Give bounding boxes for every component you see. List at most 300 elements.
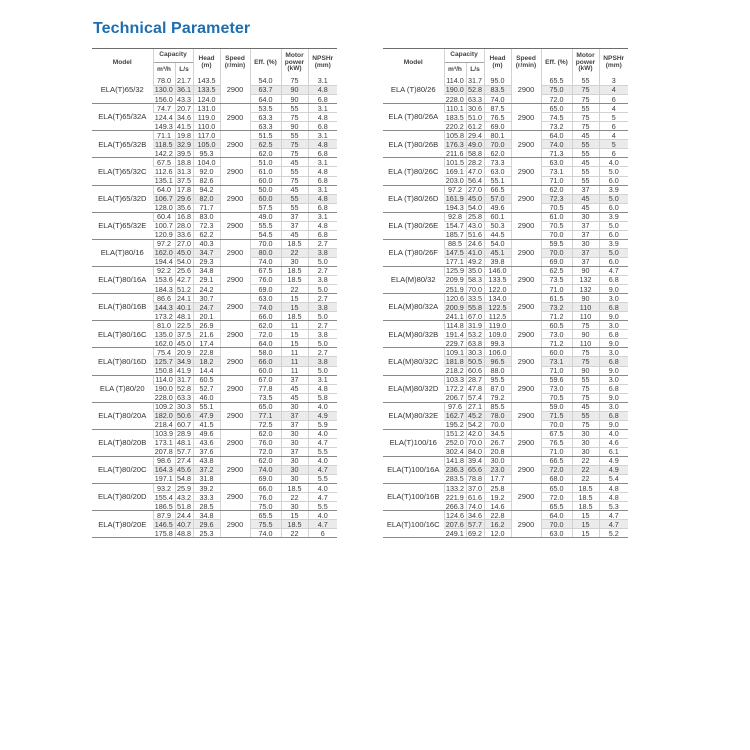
npshr-cell: 2.7 — [308, 321, 337, 330]
capacity-m3h-cell: 229.7 — [444, 339, 466, 348]
capacity-ls-cell: 56.4 — [468, 176, 482, 185]
capacity-ls-cell: 16.8 — [177, 212, 191, 222]
eff-cell: 74.0 — [250, 257, 281, 266]
eff-cell: 75.0 — [541, 86, 572, 95]
eff-cell: 65.5 — [250, 511, 281, 520]
table-row — [383, 158, 657, 167]
npshr-cell: 4.0 — [308, 402, 337, 411]
capacity-ls-cell: 60.7 — [177, 420, 191, 430]
eff-cell: 62.0 — [541, 185, 572, 194]
right-table-body — [383, 77, 657, 538]
motor-power-cell: 45 — [281, 185, 308, 194]
npshr-cell: 5.5 — [308, 475, 337, 484]
table-row — [383, 348, 657, 357]
table-row — [92, 321, 366, 330]
eff-cell: 71.2 — [541, 312, 572, 321]
eff-cell: 59.6 — [541, 375, 572, 384]
head-cell: 110.0 — [193, 122, 220, 131]
head-cell: 78.0 — [484, 411, 511, 420]
npshr-cell: 5.8 — [308, 393, 337, 402]
capacity-ls-cell: 33.5 — [468, 293, 482, 303]
npshr-cell: 4.8 — [599, 493, 628, 502]
eff-cell: 72.0 — [250, 330, 281, 339]
eff-cell: 67.0 — [250, 375, 281, 384]
eff-cell: 72.0 — [541, 95, 572, 104]
head-cell: 87.0 — [484, 384, 511, 393]
npshr-cell: 4.6 — [599, 438, 628, 447]
m3h-header: m³/h — [153, 63, 175, 78]
capacity-m3h-cell: 151.2 — [446, 429, 464, 439]
table-row — [383, 375, 657, 384]
motor-power-cell: 37 — [281, 221, 308, 230]
eff-cell: 63.0 — [541, 158, 572, 167]
npshr-cell: 6.0 — [599, 257, 628, 266]
capacity-ls-cell: 51.2 — [177, 284, 191, 294]
capacity-m3h-cell: 191.4 — [444, 330, 466, 339]
capacity-ls-cell: 48.1 — [177, 311, 191, 321]
capacity-ls-cell: 45.2 — [468, 411, 482, 421]
capacity-m3h-cell: 176.3 — [444, 140, 466, 149]
capacity-ls-cell: 60.6 — [468, 366, 482, 375]
head-cell: 112.5 — [484, 312, 511, 321]
capacity-m3h-cell: 173.1 — [153, 438, 175, 447]
model-cell: ELA(T)80/16 — [92, 239, 153, 266]
capacity-ls-cell: 78.8 — [468, 474, 482, 484]
head-cell: 20.8 — [484, 447, 511, 456]
capacity-ls-cell: 40.7 — [177, 519, 191, 529]
table-row — [92, 511, 366, 520]
npshr-cell: 3 — [599, 77, 628, 86]
eff-cell: 57.5 — [250, 203, 281, 212]
speed-cell: 2900 — [511, 402, 541, 429]
npshr-cell: 4.0 — [308, 484, 337, 493]
npshr-cell: 6.0 — [599, 230, 628, 239]
table-row — [383, 511, 657, 520]
npshr-cell: 9.0 — [599, 366, 628, 375]
motor-power-cell: 75 — [572, 95, 599, 104]
motor-power-cell: 37 — [572, 185, 599, 194]
head-cell: 88.0 — [484, 366, 511, 375]
motor-power-cell: 75 — [572, 420, 599, 429]
motor-power-cell: 75 — [572, 384, 599, 393]
head-cell: 54.0 — [484, 239, 511, 248]
npshr-cell: 6.8 — [599, 357, 628, 366]
eff-cell: 64.0 — [541, 511, 572, 520]
capacity-m3h-cell: 195.2 — [444, 420, 466, 429]
head-cell: 22.8 — [484, 511, 511, 520]
eff-cell: 72.5 — [250, 420, 281, 429]
head-cell: 124.0 — [193, 95, 220, 104]
capacity-ls-cell: 25.8 — [468, 212, 482, 222]
table-row — [383, 402, 657, 411]
model-cell: ELA(T)80/16D — [92, 348, 153, 375]
head-cell: 41.5 — [193, 420, 220, 429]
npshr-cell: 2.7 — [308, 294, 337, 303]
npshr-cell: 9.0 — [599, 420, 628, 429]
capacity-m3h-cell: 141.8 — [446, 456, 464, 466]
npshr-cell: 5.0 — [308, 366, 337, 375]
capacity-m3h-cell: 147.5 — [444, 248, 466, 257]
capacity-ls-cell: 20.9 — [177, 347, 191, 357]
model-cell: ELA(M)80/32B — [383, 321, 444, 348]
npshr-cell: 6.8 — [599, 276, 628, 285]
model-cell: ELA(T)80/20A — [92, 402, 153, 429]
capacity-m3h-cell: 101.5 — [446, 157, 464, 167]
head-cell: 92.0 — [193, 167, 220, 176]
eff-cell: 72.0 — [541, 466, 572, 475]
head-cell: 46.0 — [193, 393, 220, 402]
head-cell: 83.5 — [484, 86, 511, 95]
eff-cell: 64.0 — [541, 131, 572, 140]
head-cell: 28.5 — [193, 502, 220, 511]
capacity-ls-cell: 52.8 — [468, 85, 482, 95]
eff-cell: 71.3 — [541, 149, 572, 158]
motor-power-cell: 55 — [281, 167, 308, 176]
head-cell: 17.4 — [193, 339, 220, 348]
eff-cell: 70.5 — [541, 203, 572, 212]
head-header: Head (m) — [193, 49, 220, 78]
head-cell: 62.2 — [193, 230, 220, 239]
capacity-m3h-cell: 207.8 — [153, 447, 175, 456]
eff-cell: 49.0 — [250, 212, 281, 221]
capacity-m3h-cell: 124.4 — [153, 113, 175, 122]
capacity-m3h-cell: 97.2 — [153, 239, 175, 248]
motor-power-cell: 55 — [281, 131, 308, 140]
capacity-m3h-cell: 302.4 — [444, 447, 466, 456]
npshr-cell: 3.9 — [599, 185, 628, 194]
model-cell: ELA(M)80/32A — [383, 294, 444, 321]
capacity-ls-cell: 54.0 — [177, 257, 191, 267]
npshr-cell: 5 — [599, 140, 628, 149]
capacity-ls-cell: 51.8 — [177, 501, 191, 511]
npshr-cell: 4.0 — [308, 456, 337, 465]
capacity-m3h-cell: 110.1 — [444, 104, 466, 113]
npshr-cell: 3.0 — [599, 402, 628, 411]
eff-cell: 61.5 — [541, 294, 572, 303]
head-cell: 95.3 — [193, 149, 220, 158]
motor-power-cell: 110 — [572, 339, 599, 348]
head-cell: 50.3 — [484, 221, 511, 230]
capacity-ls-cell: 34.6 — [177, 112, 191, 122]
capacity-ls-cell: 25.9 — [177, 483, 191, 493]
npshr-cell: 6.8 — [308, 203, 337, 212]
npshr-cell: 3.1 — [308, 77, 337, 86]
capacity-ls-cell: 39.5 — [177, 148, 191, 158]
capacity-m3h-cell: 283.5 — [444, 475, 466, 484]
capacity-ls-cell: 54.0 — [468, 203, 482, 213]
eff-cell: 73.1 — [541, 357, 572, 366]
model-cell: ELA (T)80/26D — [383, 185, 444, 212]
motor-power-cell: 55 — [281, 194, 308, 203]
head-cell: 39.2 — [193, 484, 220, 493]
model-cell: ELA(T)65/32 — [92, 77, 153, 104]
head-cell: 70.0 — [484, 420, 511, 429]
head-cell: 30.0 — [484, 456, 511, 465]
motor-power-cell: 55 — [572, 176, 599, 185]
capacity-m3h-cell: 162.7 — [444, 411, 466, 420]
npshr-cell: 6.8 — [599, 411, 628, 420]
eff-cell: 69.0 — [250, 475, 281, 484]
capacity-ls-cell: 18.8 — [177, 157, 191, 167]
capacity-ls-cell: 58.3 — [468, 275, 482, 285]
eff-cell: 67.5 — [541, 429, 572, 438]
eff-cell: 63.3 — [250, 122, 281, 131]
capacity-m3h-cell: 211.6 — [444, 149, 466, 158]
motor-power-cell: 30 — [572, 429, 599, 438]
eff-header: Eff. (%) — [250, 49, 281, 78]
capacity-ls-cell: 61.2 — [468, 121, 482, 131]
head-cell: 14.6 — [484, 502, 511, 511]
capacity-ls-cell: 50.5 — [468, 356, 482, 366]
motor-power-cell: 18.5 — [281, 312, 308, 321]
npshr-cell: 4.8 — [308, 113, 337, 122]
capacity-m3h-cell: 175.8 — [153, 529, 175, 538]
speed-cell: 2900 — [511, 511, 541, 538]
eff-cell: 80.0 — [250, 248, 281, 257]
motor-power-cell: 11 — [281, 357, 308, 366]
speed-cell: 2900 — [511, 131, 541, 158]
npshr-cell: 6.8 — [308, 230, 337, 239]
eff-cell: 73.0 — [541, 330, 572, 339]
motor-power-cell: 11 — [281, 366, 308, 375]
motor-power-cell: 30 — [572, 438, 599, 447]
capacity-ls-cell: 28.0 — [177, 221, 191, 231]
capacity-ls-cell: 41.9 — [177, 366, 191, 375]
speed-cell: 2900 — [220, 321, 250, 348]
head-cell: 57.0 — [484, 194, 511, 203]
capacity-ls-cell: 45.0 — [468, 194, 482, 204]
eff-cell: 75.5 — [250, 520, 281, 529]
model-cell: ELA(T)80/20C — [92, 456, 153, 483]
capacity-ls-cell: 29.6 — [177, 194, 191, 204]
speed-cell: 2900 — [511, 375, 541, 402]
head-cell: 119.0 — [193, 113, 220, 122]
capacity-ls-cell: 39.4 — [468, 456, 482, 466]
motor-power-cell: 11 — [281, 321, 308, 330]
head-cell: 73.3 — [484, 158, 511, 167]
speed-cell: 2900 — [220, 348, 250, 375]
capacity-ls-cell: 45.6 — [177, 465, 191, 475]
model-cell: ELA(M)80/32E — [383, 402, 444, 429]
table-row — [92, 239, 366, 248]
model-cell: ELA (T)80/26 — [383, 77, 444, 104]
capacity-ls-cell: 31.9 — [468, 320, 482, 330]
model-header: Model — [383, 49, 444, 78]
model-cell: ELA(M)80/32C — [383, 348, 444, 375]
head-cell: 49.6 — [484, 203, 511, 212]
motor-power-cell: 110 — [572, 303, 599, 312]
eff-cell: 64.0 — [250, 95, 281, 104]
npshr-cell: 3.0 — [599, 294, 628, 303]
eff-cell: 77.8 — [250, 384, 281, 393]
motor-power-cell: 37 — [281, 411, 308, 420]
speed-cell: 2900 — [220, 185, 250, 212]
motor-power-cell: 15 — [572, 520, 599, 529]
npshr-cell: 6.8 — [308, 122, 337, 131]
speed-cell: 2900 — [511, 77, 541, 104]
head-cell: 30.7 — [193, 294, 220, 303]
motor-power-cell: 55 — [572, 411, 599, 420]
capacity-ls-cell: 36.1 — [177, 85, 191, 95]
npshr-cell: 4.8 — [308, 384, 337, 393]
table-row — [92, 402, 366, 411]
eff-cell: 63.0 — [541, 529, 572, 538]
motor-power-cell: 75 — [281, 176, 308, 185]
capacity-ls-cell: 30.3 — [468, 347, 482, 357]
speed-cell: 2900 — [511, 104, 541, 131]
motor-power-cell: 22 — [281, 285, 308, 294]
eff-cell: 73.2 — [541, 122, 572, 131]
eff-cell: 53.5 — [250, 104, 281, 113]
capacity-m3h-cell: 106.7 — [153, 194, 175, 203]
eff-cell: 62.0 — [250, 321, 281, 330]
table-row — [92, 77, 366, 86]
motor-power-cell: 55 — [572, 77, 599, 86]
capacity-ls-cell: 31.7 — [177, 375, 191, 384]
eff-cell: 70.5 — [541, 221, 572, 230]
model-cell: ELA(M)80/32 — [383, 266, 444, 293]
capacity-m3h-cell: 206.7 — [444, 393, 466, 402]
capacity-m3h-cell: 154.7 — [444, 221, 466, 230]
capacity-m3h-cell: 114.8 — [444, 321, 466, 330]
head-cell: 47.9 — [193, 411, 220, 420]
head-cell: 122.5 — [484, 303, 511, 312]
motor-power-cell: 15 — [281, 511, 308, 520]
head-cell: 60.5 — [193, 375, 220, 384]
capacity-m3h-cell: 71.1 — [153, 131, 175, 140]
capacity-ls-cell: 41.0 — [468, 248, 482, 258]
capacity-m3h-cell: 173.2 — [153, 312, 175, 321]
capacity-m3h-cell: 177.1 — [444, 257, 466, 266]
capacity-ls-cell: 52.8 — [177, 384, 191, 394]
npshr-cell: 4.0 — [308, 511, 337, 520]
eff-cell: 65.0 — [541, 104, 572, 113]
eff-cell: 68.0 — [541, 475, 572, 484]
eff-cell: 71.0 — [541, 447, 572, 456]
right-parameter-table — [383, 48, 657, 538]
eff-cell: 66.5 — [541, 456, 572, 465]
capacity-m3h-cell: 169.1 — [444, 167, 466, 176]
npshr-cell: 4.9 — [599, 466, 628, 475]
eff-cell: 59.5 — [541, 239, 572, 248]
capacity-m3h-cell: 156.0 — [153, 95, 175, 104]
motor-power-cell: 75 — [572, 348, 599, 357]
head-header: Head (m) — [484, 49, 511, 78]
capacity-ls-cell: 32.9 — [177, 139, 191, 149]
model-cell: ELA (T)80/20 — [92, 375, 153, 402]
npshr-cell: 3.9 — [599, 239, 628, 248]
capacity-m3h-cell: 97.2 — [444, 185, 466, 194]
speed-cell: 2900 — [220, 239, 250, 266]
eff-cell: 71.0 — [541, 285, 572, 294]
motor-power-cell: 110 — [572, 312, 599, 321]
capacity-ls-cell: 34.6 — [468, 510, 482, 520]
motor-power-cell: 45 — [572, 203, 599, 212]
capacity-ls-cell: 55.8 — [468, 302, 482, 312]
motor-power-cell: 18.5 — [572, 493, 599, 502]
speed-cell: 2900 — [220, 158, 250, 185]
eff-cell: 66.0 — [250, 357, 281, 366]
speed-cell: 2900 — [511, 348, 541, 375]
head-cell: 52.7 — [193, 384, 220, 393]
capacity-m3h-cell: 203.0 — [444, 176, 466, 185]
eff-cell: 65.5 — [541, 77, 572, 86]
eff-header: Eff. (%) — [541, 49, 572, 78]
eff-cell: 73.5 — [250, 393, 281, 402]
capacity-ls-cell: 20.7 — [177, 103, 191, 113]
capacity-m3h-cell: 183.5 — [444, 113, 466, 122]
motor-power-cell: 45 — [572, 131, 599, 140]
eff-cell: 59.0 — [541, 402, 572, 411]
motor-power-cell: 75 — [281, 113, 308, 122]
speed-cell: 2900 — [511, 429, 541, 456]
capacity-ls-cell: 54.2 — [468, 420, 482, 430]
motor-power-cell: 22 — [572, 456, 599, 465]
table-row — [383, 239, 657, 248]
speed-cell: 2900 — [220, 429, 250, 456]
model-cell: ELA(T)100/16A — [383, 456, 444, 483]
eff-cell: 74.5 — [541, 113, 572, 122]
head-cell: 29.6 — [193, 520, 220, 529]
motor-power-cell: 75 — [281, 149, 308, 158]
capacity-m3h-cell: 194.3 — [444, 203, 466, 212]
head-cell: 131.0 — [193, 104, 220, 113]
head-cell: 34.8 — [193, 511, 220, 520]
head-cell: 99.3 — [484, 339, 511, 348]
model-cell: ELA(T)65/32B — [92, 131, 153, 158]
npshr-cell: 4.7 — [599, 266, 628, 275]
capacity-ls-cell: 43.2 — [177, 492, 191, 502]
capacity-ls-cell: 70.0 — [468, 284, 482, 294]
model-cell: ELA(T)80/20B — [92, 429, 153, 456]
eff-cell: 77.1 — [250, 411, 281, 420]
eff-cell: 58.0 — [250, 348, 281, 357]
eff-cell: 73.0 — [541, 384, 572, 393]
table-row — [383, 429, 657, 438]
eff-cell: 65.0 — [250, 402, 281, 411]
head-cell: 133.5 — [484, 276, 511, 285]
head-cell: 49.6 — [193, 429, 220, 438]
motor-power-cell: 37 — [572, 257, 599, 266]
motor-power-cell: 75 — [572, 86, 599, 95]
eff-cell: 62.0 — [250, 456, 281, 465]
speed-cell: 2900 — [220, 402, 250, 429]
speed-cell: 2900 — [511, 321, 541, 348]
speed-cell: 2900 — [220, 104, 250, 131]
table-row — [92, 375, 366, 384]
motor-power-cell: 55 — [572, 104, 599, 113]
capacity-ls-cell: 42.7 — [177, 275, 191, 285]
capacity-m3h-cell: 218.4 — [153, 420, 175, 429]
speed-cell: 2900 — [220, 375, 250, 402]
model-cell: ELA(T)80/20E — [92, 511, 153, 538]
eff-cell: 62.5 — [541, 266, 572, 275]
motor-power-cell: 37 — [281, 375, 308, 384]
npshr-cell: 3.1 — [308, 131, 337, 140]
npshr-cell: 9.0 — [599, 285, 628, 294]
model-cell: ELA(T)65/32C — [92, 158, 153, 185]
motor-power-cell: 90 — [281, 95, 308, 104]
npshr-cell: 4 — [599, 86, 628, 95]
npshr-header: NPSHr (mm) — [308, 49, 337, 78]
head-cell: 69.0 — [484, 122, 511, 131]
head-cell: 43.6 — [193, 438, 220, 447]
capacity-m3h-cell: 120.9 — [153, 230, 175, 239]
table-row — [92, 104, 366, 113]
capacity-m3h-cell: 220.2 — [444, 122, 466, 131]
eff-cell: 62.0 — [250, 429, 281, 438]
motor-power-cell: 37 — [572, 248, 599, 257]
